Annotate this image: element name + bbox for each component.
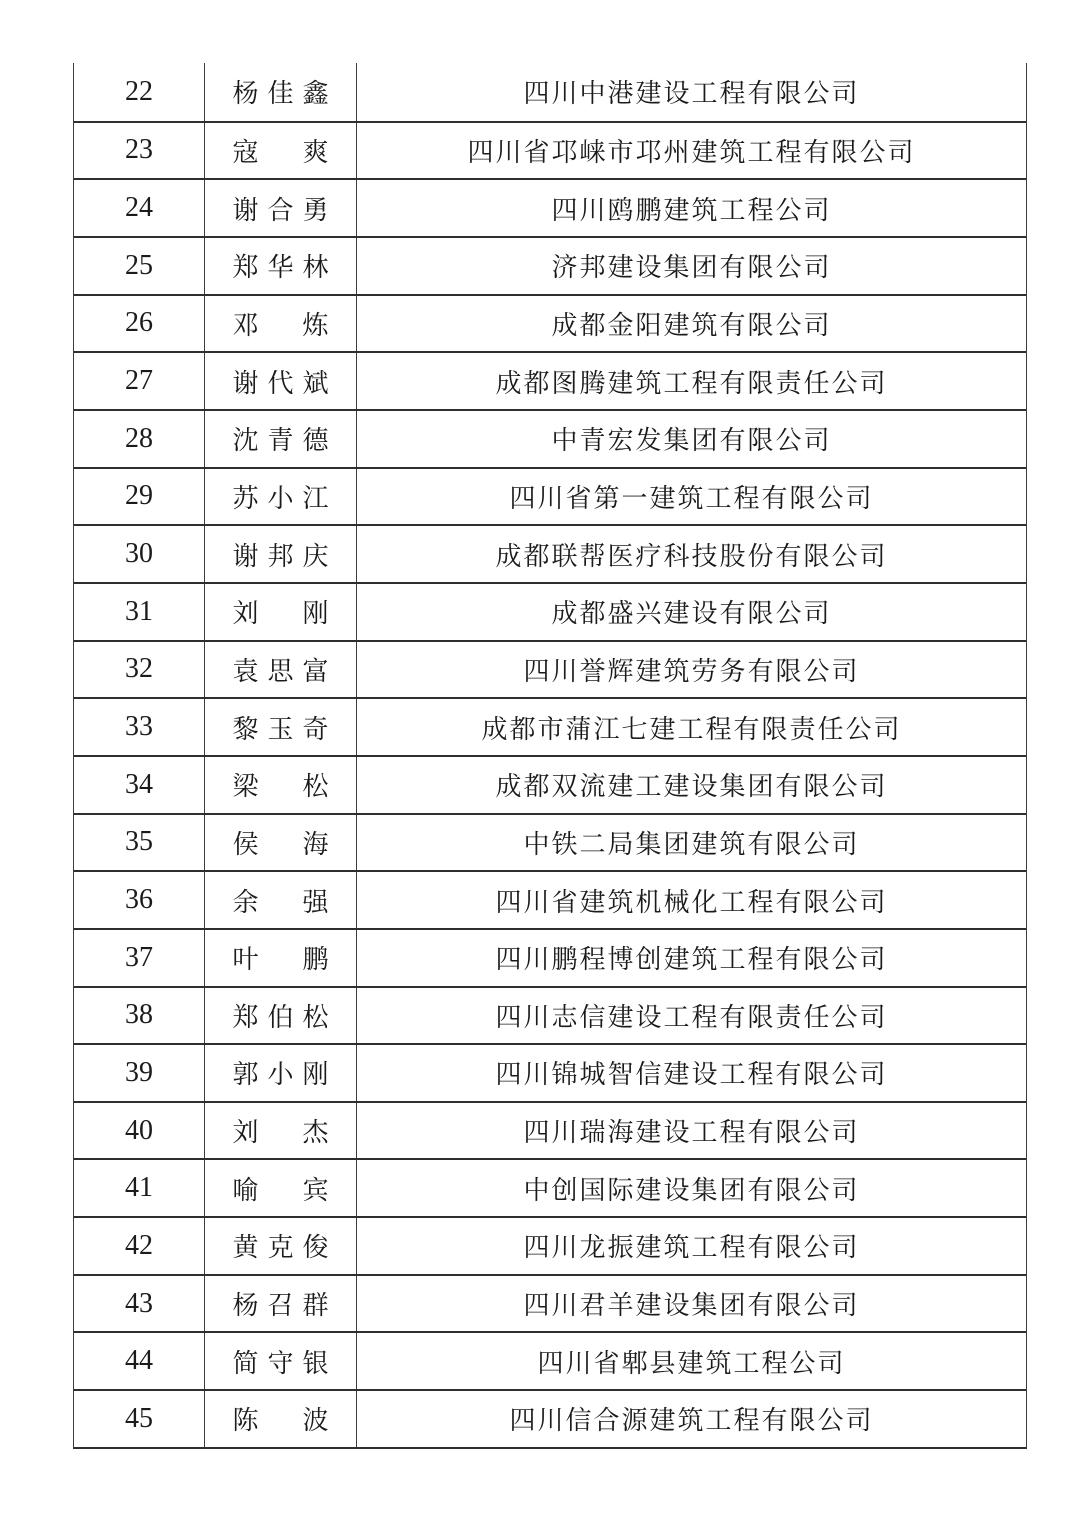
table-row [74, 755, 1026, 813]
row-name-char: 克 [267, 1233, 294, 1263]
row-name-char: 波 [302, 1406, 329, 1436]
row-name [205, 63, 357, 121]
row-name [205, 872, 357, 928]
row-name-char: 黄 [232, 1233, 259, 1263]
table-row [74, 1274, 1026, 1332]
row-name-char: 叶 [232, 945, 259, 975]
row-name [205, 1045, 357, 1101]
row-number: 37 [74, 930, 205, 986]
row-company-text: 成都金阳建筑有限公司 [551, 310, 832, 340]
row-number: 42 [74, 1218, 205, 1274]
row-number: 23 [74, 123, 205, 179]
row-company-text: 四川省第一建筑工程有限公司 [509, 483, 874, 513]
row-name [205, 469, 357, 525]
row-name-char: 海 [302, 829, 329, 859]
row-company [357, 757, 1026, 813]
row-name-char: 寇 [232, 137, 259, 167]
row-name-char: 鑫 [302, 79, 329, 109]
row-name [205, 1103, 357, 1159]
personnel-table [73, 63, 1027, 1449]
row-name-char: 斌 [302, 368, 329, 398]
table-row [74, 121, 1026, 179]
table-row [74, 1331, 1026, 1389]
row-name-char: 郑 [232, 253, 259, 283]
table-row [74, 986, 1026, 1044]
row-company [357, 872, 1026, 928]
row-company [357, 1218, 1026, 1274]
row-name [205, 238, 357, 294]
row-name [205, 180, 357, 236]
row-name [205, 1333, 357, 1389]
table-row [74, 236, 1026, 294]
row-number: 22 [74, 63, 205, 121]
row-name-char: 刘 [232, 599, 259, 629]
row-name-char: 刘 [232, 1118, 259, 1148]
row-number: 29 [74, 469, 205, 525]
row-company-text: 济邦建设集团有限公司 [551, 253, 832, 283]
row-company [357, 815, 1026, 871]
row-company [357, 411, 1026, 467]
row-name [205, 584, 357, 640]
row-name-char: 强 [302, 887, 329, 917]
row-name-text [233, 651, 329, 688]
row-name-char: 林 [302, 253, 329, 283]
row-name-char: 简 [232, 1348, 259, 1378]
row-number: 43 [74, 1276, 205, 1332]
row-name-char: 刚 [302, 1060, 329, 1090]
row-name-text [233, 766, 329, 803]
row-name-text [233, 1227, 329, 1264]
row-name-char: 爽 [302, 137, 329, 167]
table-row [74, 1389, 1026, 1447]
row-name-char: 松 [302, 1002, 329, 1032]
row-name-char: 杰 [302, 1118, 329, 1148]
row-company [357, 526, 1026, 582]
row-number: 34 [74, 757, 205, 813]
row-name-text [233, 1112, 329, 1149]
row-company [357, 63, 1026, 121]
table-row [74, 351, 1026, 409]
row-name-text [233, 1170, 329, 1207]
row-company [357, 930, 1026, 986]
table-row [74, 870, 1026, 928]
row-name [205, 526, 357, 582]
row-name-char: 华 [267, 253, 294, 283]
row-name-text [233, 73, 329, 110]
table-row [74, 294, 1026, 352]
row-name-char: 小 [267, 483, 294, 513]
row-name-char: 佳 [267, 79, 294, 109]
row-company [357, 238, 1026, 294]
row-name [205, 815, 357, 871]
row-name [205, 1160, 357, 1216]
table-row [74, 1216, 1026, 1274]
table-row [74, 524, 1026, 582]
row-number: 31 [74, 584, 205, 640]
row-name [205, 757, 357, 813]
row-number: 35 [74, 815, 205, 871]
row-company-text: 成都市蒲江七建工程有限责任公司 [481, 714, 902, 744]
row-name-char: 富 [302, 656, 329, 686]
row-company-text: 中铁二局集团建筑有限公司 [523, 829, 860, 859]
row-name-char: 德 [302, 426, 329, 456]
row-name [205, 296, 357, 352]
row-company [357, 584, 1026, 640]
row-company-text: 成都双流建工建设集团有限公司 [495, 772, 888, 802]
row-name-text [233, 824, 329, 861]
table-row [74, 582, 1026, 640]
row-company [357, 699, 1026, 755]
row-number: 36 [74, 872, 205, 928]
table-row [74, 1158, 1026, 1216]
row-name-char: 小 [267, 1060, 294, 1090]
row-number: 26 [74, 296, 205, 352]
row-name-char: 郑 [232, 1002, 259, 1032]
row-company [357, 642, 1026, 698]
row-number: 38 [74, 988, 205, 1044]
row-name [205, 1391, 357, 1447]
row-name-char: 邦 [267, 541, 294, 571]
row-name-char: 谢 [232, 195, 259, 225]
row-name-char: 守 [267, 1348, 294, 1378]
row-name-char: 杨 [232, 1291, 259, 1321]
row-name-char: 宾 [302, 1175, 329, 1205]
row-name-text [233, 1343, 329, 1380]
row-name-char: 松 [302, 772, 329, 802]
row-name-text [233, 478, 329, 515]
row-name-char: 奇 [302, 714, 329, 744]
row-name-text [233, 363, 329, 400]
row-name-text [233, 420, 329, 457]
row-company-text: 成都盛兴建设有限公司 [551, 599, 832, 629]
row-number: 25 [74, 238, 205, 294]
row-name-char: 群 [302, 1291, 329, 1321]
row-company-text: 四川省建筑机械化工程有限公司 [495, 887, 888, 917]
row-company-text: 四川龙振建筑工程有限公司 [523, 1233, 860, 1263]
row-company-text: 成都联帮医疗科技股份有限公司 [495, 541, 888, 571]
row-number: 41 [74, 1160, 205, 1216]
row-company-text: 四川君羊建设集团有限公司 [523, 1291, 860, 1321]
row-name [205, 1218, 357, 1274]
row-name-text [233, 536, 329, 573]
row-name-char: 黎 [232, 714, 259, 744]
row-company-text: 四川瑞海建设工程有限公司 [523, 1118, 860, 1148]
row-name [205, 699, 357, 755]
row-name-char: 庆 [302, 541, 329, 571]
row-company-text: 四川信合源建筑工程有限公司 [509, 1406, 874, 1436]
row-company [357, 1333, 1026, 1389]
row-company [357, 180, 1026, 236]
row-company [357, 988, 1026, 1044]
row-name-text [233, 247, 329, 284]
row-name [205, 642, 357, 698]
row-name-char: 沈 [232, 426, 259, 456]
row-company-text: 四川锦城智信建设工程有限公司 [495, 1060, 888, 1090]
row-number: 44 [74, 1333, 205, 1389]
row-number: 33 [74, 699, 205, 755]
row-name-text [233, 882, 329, 919]
row-company-text: 四川省郫县建筑工程公司 [537, 1348, 846, 1378]
row-company [357, 1103, 1026, 1159]
row-name-text [233, 939, 329, 976]
row-number: 28 [74, 411, 205, 467]
row-name-char: 余 [232, 887, 259, 917]
row-company-text: 四川志信建设工程有限责任公司 [495, 1002, 888, 1032]
row-company [357, 469, 1026, 525]
row-name-text [233, 1400, 329, 1437]
row-name-char: 侯 [232, 829, 259, 859]
row-company [357, 1160, 1026, 1216]
row-name-text [233, 132, 329, 169]
row-number: 32 [74, 642, 205, 698]
table-row [74, 697, 1026, 755]
row-company [357, 1391, 1026, 1447]
row-name-char: 谢 [232, 368, 259, 398]
row-company-text: 四川鹏程博创建筑工程有限公司 [495, 945, 888, 975]
row-company-text: 四川省邛崃市邛州建筑工程有限公司 [467, 137, 916, 167]
row-name-text [233, 593, 329, 630]
row-name-char: 召 [267, 1291, 294, 1321]
row-company-text: 中青宏发集团有限公司 [551, 426, 832, 456]
row-name [205, 1276, 357, 1332]
row-company [357, 353, 1026, 409]
row-number: 40 [74, 1103, 205, 1159]
row-name-text [233, 305, 329, 342]
table-row [74, 813, 1026, 871]
row-name [205, 411, 357, 467]
row-name-char: 伯 [267, 1002, 294, 1032]
row-name-char: 江 [302, 483, 329, 513]
table-row [74, 640, 1026, 698]
table-row [74, 178, 1026, 236]
row-company-text: 四川鸥鹏建筑工程公司 [551, 195, 832, 225]
row-name-char: 鹏 [302, 945, 329, 975]
row-name-char: 思 [267, 656, 294, 686]
row-name-char: 青 [267, 426, 294, 456]
table-row [74, 467, 1026, 525]
row-name [205, 988, 357, 1044]
row-number: 45 [74, 1391, 205, 1447]
row-name-char: 郭 [232, 1060, 259, 1090]
row-name-char: 炼 [302, 310, 329, 340]
row-number: 30 [74, 526, 205, 582]
table-row [74, 63, 1026, 121]
row-name-text [233, 190, 329, 227]
table-row [74, 1101, 1026, 1159]
row-name-text [233, 997, 329, 1034]
row-company [357, 296, 1026, 352]
row-name-char: 陈 [232, 1406, 259, 1436]
row-company-text: 四川誉辉建筑劳务有限公司 [523, 656, 860, 686]
row-number: 39 [74, 1045, 205, 1101]
row-name-char: 玉 [267, 714, 294, 744]
row-company [357, 1045, 1026, 1101]
row-company-text: 成都图腾建筑工程有限责任公司 [495, 368, 888, 398]
row-company [357, 1276, 1026, 1332]
row-name-char: 代 [267, 368, 294, 398]
row-name-char: 俊 [302, 1233, 329, 1263]
row-name-char: 谢 [232, 541, 259, 571]
row-name-text [233, 1054, 329, 1091]
row-name [205, 123, 357, 179]
row-number: 27 [74, 353, 205, 409]
row-name [205, 930, 357, 986]
table-row [74, 409, 1026, 467]
row-company-text: 四川中港建设工程有限公司 [523, 79, 860, 109]
table-row [74, 928, 1026, 986]
row-name-char: 苏 [232, 483, 259, 513]
row-name-text [233, 1285, 329, 1322]
row-company-text: 中创国际建设集团有限公司 [523, 1175, 860, 1205]
table-row [74, 1043, 1026, 1101]
row-name [205, 353, 357, 409]
row-name-char: 梁 [232, 772, 259, 802]
row-name-text [233, 709, 329, 746]
row-name-char: 杨 [232, 79, 259, 109]
row-name-char: 喻 [232, 1175, 259, 1205]
row-name-char: 邓 [232, 310, 259, 340]
row-number: 24 [74, 180, 205, 236]
row-name-char: 银 [302, 1348, 329, 1378]
row-name-char: 合 [267, 195, 294, 225]
row-name-char: 刚 [302, 599, 329, 629]
row-name-char: 袁 [232, 656, 259, 686]
row-company [357, 123, 1026, 179]
row-name-char: 勇 [302, 195, 329, 225]
